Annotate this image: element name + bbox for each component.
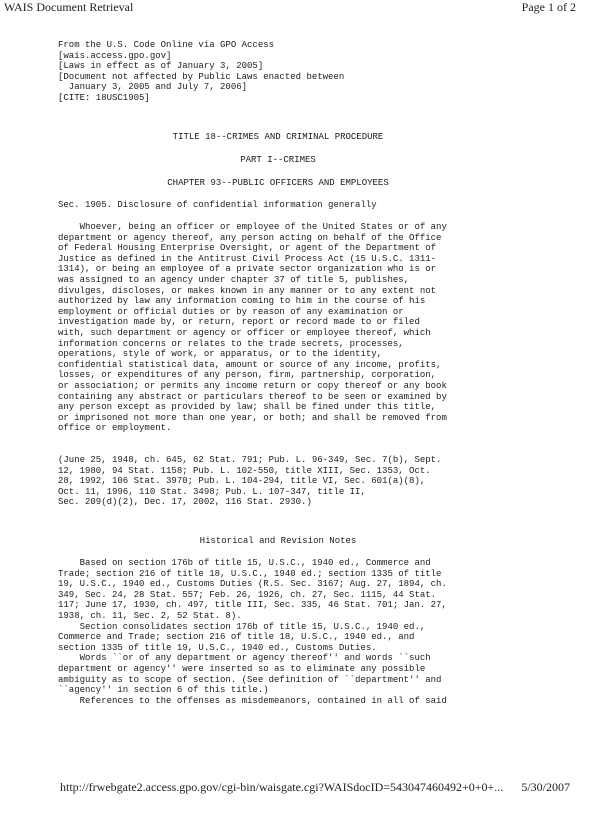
section-body: Whoever, being an officer or employee of the United States or of any department or agency thereof, any person acting on behalf of the Office of Federal Housing Enterprise Oversight, or agent of the Department of Justice as defined in the Antitrust Civil Process Act (15 U.S.C. 1311- 1314), or being an employee of a private sector organization who is or was assigned to an agency under chapter 37 of title 5, publishes, divulges, discloses, or makes known in any manner or to any extent not authorized by law any information coming to him in the course of his employment or official duties or by reason of any examination or investigation made by, or return, report or record made to or filed with, such department or agency or officer or employee thereof, which information concerns or relates to the trade secrets, processes, operations, style of work, or apparatus, or to the identity, confidential statistical data, amount or source of any income, profits, losses, or expenditures of any person, firm, partnership, corporation, or association; or permits any income return or copy thereof or any book containing any abstract or particulars thereof to be seen or examined by any person except as provided by law; shall be fined under this title, or imprisoned not more than one year, or both; and shall be removed from office or employment. bbox=[58, 222, 447, 434]
section-history: (June 25, 1948, ch. 645, 62 Stat. 791; Pub. L. 96-349, Sec. 7(b), Sept. 12, 1980, 94 Stat. 1158; Pub. L. 102-550, title XIII, Sec. 1353, Oct. 28, 1992, 106 Stat. 3970; Pub. L. 104-294, title VI, Sec. 601(a)(8), Oct. 11, 1996, 110 Stat. 3498; Pub. L. 107-347, title II, Sec. 209(d)(2), Dec. 17, 2002, 116 Stat. 2930.) bbox=[58, 455, 442, 508]
header-title: WAIS Document Retrieval bbox=[4, 0, 134, 14]
print-header bbox=[0, 0, 600, 16]
print-footer bbox=[60, 780, 570, 796]
print-date: 5/30/2007 bbox=[521, 780, 570, 794]
page-number: Page 1 of 2 bbox=[521, 0, 576, 14]
source-info: From the U.S. Code Online via GPO Access [wais.access.gpo.gov] [Laws in effect as of January 3, 2005] [Document not affected by Public Laws enacted between January 3, 2005 and July 7, 2006] [CITE: 18USC1905] bbox=[58, 40, 345, 103]
notes-body: Based on section 176b of title 15, U.S.C., 1940 ed., Commerce and Trade; section 216 of title 18, U.S.C., 1940 ed.; section 1335 of title 19, U.S.C., 1940 ed., Customs Duties (R.S. Sec. 3167; Aug. 27, 1894, ch. 349, Sec. 24, 28 Stat. 557; Feb. 26, 1926, ch. 27, Sec. 1115, 44 Stat. 117; June 17, 1930, ch. 497, title III, Sec. 335, 46 Stat. 701; Jan. 27, 1938, ch. 11, Sec. 2, 52 Stat. 8). Section consolidates section 176b of title 15, U.S.C., 1940 ed., Commerce and Trade; section 216 of title 18, U.S.C., 1940 ed., and section 1335 of title 19, U.S.C., 1940 ed., Customs Duties. Words ``or of any department or agency thereof'' and words ``such department or agency'' were inserted so as to eliminate any possible ambiguity as to scope of section. (See definition of ``department'' and ``agency'' in section 6 of this title.) References to the offenses as misdemeanors, contained in all of said bbox=[58, 558, 447, 706]
notes-heading: Historical and Revision Notes bbox=[199, 536, 357, 546]
source-url[interactable]: http://frwebgate2.access.gpo.gov/cgi-bin/waisgate.cgi?WAISdocID=543047460492+0+0+... bbox=[60, 780, 504, 794]
title-heading: TITLE 18--CRIMES AND CRIMINAL PROCEDURE bbox=[172, 132, 384, 142]
chapter-heading: CHAPTER 93--PUBLIC OFFICERS AND EMPLOYEES bbox=[167, 178, 389, 188]
part-heading: PART I--CRIMES bbox=[240, 155, 316, 165]
section-title: Sec. 1905. Disclosure of confidential information generally bbox=[58, 200, 377, 210]
